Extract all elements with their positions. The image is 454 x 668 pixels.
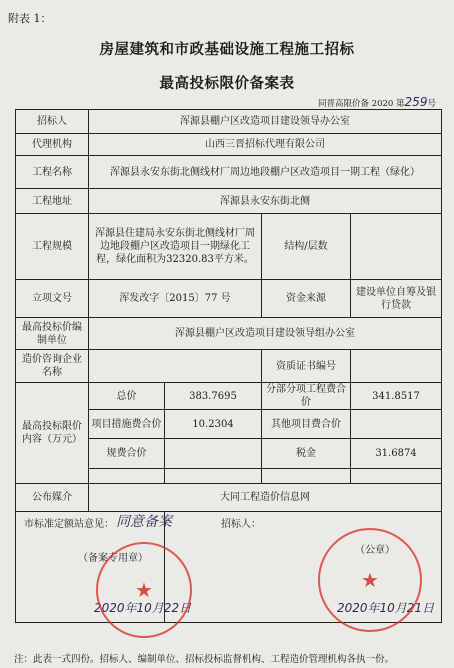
- address-value: 浑源县永安东街北侧: [89, 189, 442, 214]
- row-consult: [16, 350, 442, 383]
- address-label: 工程地址: [16, 189, 89, 214]
- tenderer-sign-label: 招标人：: [221, 519, 261, 530]
- row-address: [16, 189, 442, 214]
- row-compiler: [16, 318, 442, 350]
- form-title-line1: 房屋建筑和市政基础设施工程施工招标: [99, 41, 355, 58]
- city-approval-date: 2020年10月22日: [94, 601, 192, 615]
- scale-label: 工程规模: [16, 214, 89, 280]
- funding-label: 资金来源: [262, 280, 351, 318]
- row-approval: [16, 280, 442, 318]
- row-agency: [16, 134, 442, 156]
- subitem-label: 分部分项工程费合价: [262, 383, 351, 410]
- tenderer-official-seal: [318, 528, 422, 632]
- subitem-value: 341.8517: [351, 383, 442, 410]
- consult-value: [89, 350, 262, 383]
- city-approval-label: 市标准定额站意见：: [24, 519, 114, 530]
- tax-label: 税金: [262, 439, 351, 469]
- fees-label: 规费合价: [89, 439, 165, 469]
- approval-label: 立项文号: [16, 280, 89, 318]
- city-stamp-caption: （备案专用章）: [78, 553, 148, 564]
- approval-value: 浑发改字〔2015〕77 号: [89, 280, 262, 318]
- project-name-label: 工程名称: [16, 156, 89, 189]
- row-total: [16, 383, 442, 410]
- total-value: 383.7695: [165, 383, 262, 410]
- funding-value: 建设单位自筹及银行贷款: [351, 280, 442, 318]
- agency-value: 山西三晋招标代理有限公司: [89, 134, 442, 156]
- agency-label: 代理机构: [16, 134, 89, 156]
- city-approval-seal: [96, 542, 192, 638]
- structure-label: 结构/层数: [262, 214, 351, 280]
- row-tenderer: [16, 110, 442, 134]
- structure-value: [351, 214, 442, 280]
- reference-suffix: 号: [427, 99, 436, 109]
- row-project-name: [16, 156, 442, 189]
- cert-label: 资质证书编号: [262, 350, 351, 383]
- measures-label: 项目措施费合价: [89, 410, 165, 439]
- annex-label: 附表 1：: [8, 12, 52, 25]
- seal-star-icon: ★: [135, 578, 153, 602]
- consult-label: 造价咨询企业名称: [16, 350, 89, 383]
- other-label: 其他项目费合价: [262, 410, 351, 439]
- reference-prefix: 同晋高限价备 2020 第: [318, 99, 405, 109]
- measures-value: 10.2304: [165, 410, 262, 439]
- publish-value: 大同工程造价信息网: [89, 484, 442, 512]
- tenderer-value: 浑源县棚户区改造项目建设领导办公室: [89, 110, 442, 134]
- row-publish: [16, 484, 442, 512]
- compiler-label: 最高投标价编制单位: [16, 318, 89, 350]
- price-label: 最高投标限价内容（万元）: [16, 383, 89, 484]
- reference-number: [318, 95, 436, 109]
- project-name-value: 浑源县永安东街北侧线材厂周边地段棚户区改造项目一期工程（绿化）: [89, 156, 442, 189]
- other-value: [351, 410, 442, 439]
- city-approval-handwriting: 同意备案: [116, 514, 172, 530]
- fees-value: [165, 439, 262, 469]
- seal-star-icon: ★: [361, 568, 379, 592]
- tax-value: 31.6874: [351, 439, 442, 469]
- cert-value: [351, 350, 442, 383]
- total-label: 总价: [89, 383, 165, 410]
- tenderer-label: 招标人: [16, 110, 89, 134]
- tenderer-seal-caption: （公章）: [355, 545, 395, 556]
- tenderer-sign-date: 2020年10月21日: [337, 601, 435, 615]
- footer-note: 注：此表一式四份。招标人、编制单位、招标投标监督机构、工程造价管理机构各执一份。: [14, 654, 395, 665]
- row-scale: [16, 214, 442, 280]
- scale-value: 浑源县住建局永安东街北侧线材厂周边地段棚户区改造项目一期绿化工程，绿化面积为32320.83平方米。: [89, 214, 262, 280]
- compiler-value: 浑源县棚户区改造项目建设领导组办公室: [89, 318, 442, 350]
- form-title-line2: 最高投标限价备案表: [159, 75, 295, 92]
- reference-handwritten-number: 259: [404, 95, 428, 109]
- publish-label: 公布媒介: [16, 484, 89, 512]
